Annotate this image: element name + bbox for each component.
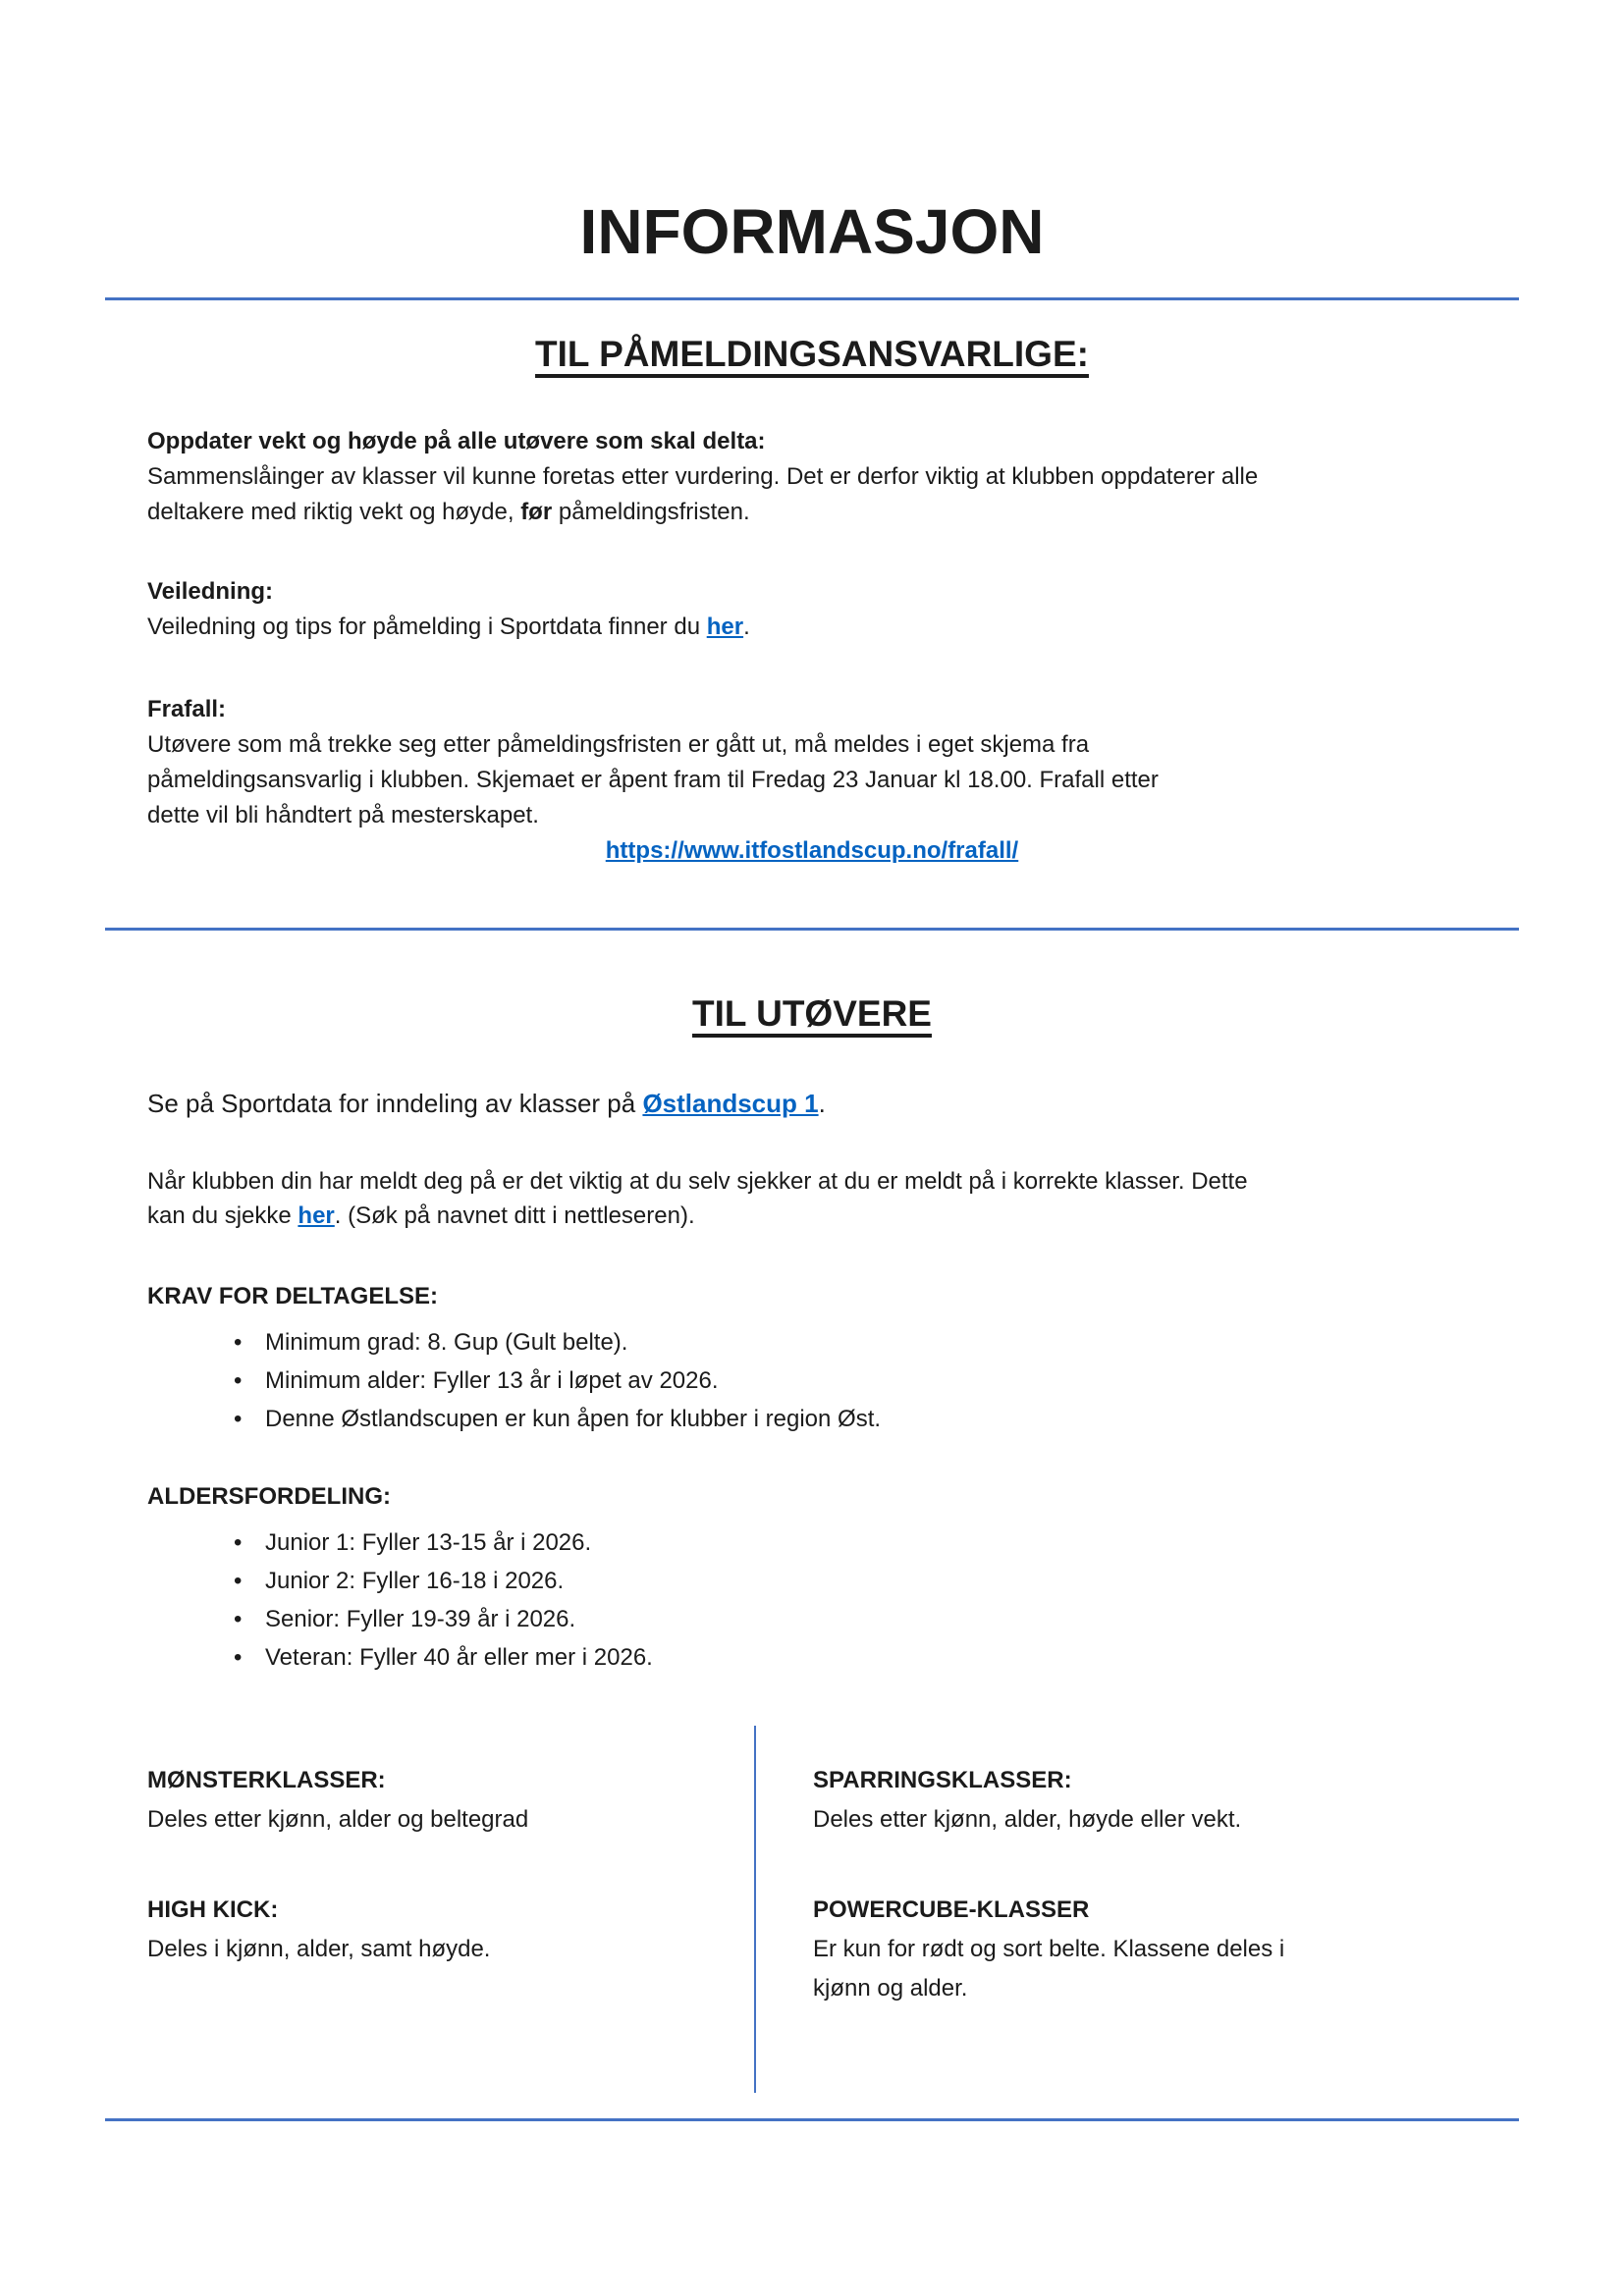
monster-class-block xyxy=(147,1761,725,1840)
guide-heading: Veiledning: xyxy=(147,578,274,605)
highkick-heading: HIGH KICK: xyxy=(147,1896,279,1923)
powercube-heading: POWERCUBE-KLASSER xyxy=(813,1896,1090,1923)
section-divider-rule xyxy=(105,928,1519,931)
highkick-text: Deles i kjønn, alder, samt høyde. xyxy=(147,1936,491,1962)
guide-text-tail: . xyxy=(743,614,750,640)
sparring-text: Deles etter kjønn, alder, høyde eller vekt. xyxy=(813,1806,1242,1833)
classes-column-left xyxy=(147,1726,756,2093)
section-registrars xyxy=(0,332,1624,869)
withdrawal-line3: dette vil bli håndtert på mesterskapet. xyxy=(147,802,539,828)
check-line2-tail: . (Søk på navnet ditt i nettleseren). xyxy=(334,1202,695,1229)
document-title: INFORMASJON xyxy=(579,196,1045,267)
withdrawal-line1: Utøvere som må trekke seg etter påmeldingsfristen er gått ut, må meldes i eget skjema fra xyxy=(147,731,1090,758)
athletes-heading: TIL UTØVERE xyxy=(692,993,932,1034)
registrars-heading: TIL PÅMELDINGSANSVARLIGE: xyxy=(535,334,1089,374)
guide-text: Veiledning og tips for påmelding i Sportdata finner du xyxy=(147,614,707,640)
requirements-heading: KRAV FOR DELTAGELSE: xyxy=(147,1283,438,1309)
update-weight-line2 xyxy=(147,495,1477,530)
ostlandscup-link[interactable]: Østlandscup 1 xyxy=(642,1089,819,1118)
sportdata-line xyxy=(147,1084,1477,1123)
update-weight-line1: Sammenslåinger av klasser vil kunne foretas etter vurdering. Det er derfor viktig at klubben oppdaterer alle xyxy=(147,463,1259,490)
sportdata-text: Se på Sportdata for inndeling av klasser på xyxy=(147,1089,643,1118)
powercube-line2: kjønn og alder. xyxy=(813,1975,968,2002)
list-item: • Veteran: Fyller 40 år eller mer i 2026. xyxy=(147,1638,1477,1677)
check-line2 xyxy=(147,1199,1477,1233)
list-item: • Junior 2: Fyller 16-18 i 2026. xyxy=(147,1562,1477,1600)
update-weight-line2-text: deltakere med riktig vekt og høyde, xyxy=(147,499,521,525)
update-weight-block xyxy=(147,424,1477,530)
sportdata-text-tail: . xyxy=(818,1089,826,1118)
withdrawal-block xyxy=(147,692,1477,869)
powercube-class-block xyxy=(813,1891,1477,2008)
registrars-content xyxy=(147,424,1477,869)
withdrawal-line2: påmeldingsansvarlig i klubben. Skjemaet er åpent fram til Fredag 23 Januar kl 18.00. Frafall etter xyxy=(147,767,1159,793)
athletes-content xyxy=(147,1084,1477,1677)
classes-column-right xyxy=(756,1726,1477,2093)
withdrawal-link-line xyxy=(147,833,1477,869)
update-weight-heading: Oppdater vekt og høyde på alle utøvere som skal delta: xyxy=(147,428,766,454)
classes-columns xyxy=(147,1726,1477,2093)
age-groups-heading: ALDERSFORDELING: xyxy=(147,1483,391,1510)
sparring-class-block xyxy=(813,1761,1477,1840)
list-item: • Denne Østlandscupen er kun åpen for klubber i region Øst. xyxy=(147,1400,1477,1438)
sparring-heading: SPARRINGSKLASSER: xyxy=(813,1767,1072,1793)
list-item: • Junior 1: Fyller 13-15 år i 2026. xyxy=(147,1523,1477,1562)
guide-block xyxy=(147,574,1477,645)
list-item: • Minimum grad: 8. Gup (Gult belte). xyxy=(147,1323,1477,1362)
withdrawal-heading: Frafall: xyxy=(147,696,227,722)
guide-her-link[interactable]: her xyxy=(706,614,744,640)
monster-text: Deles etter kjønn, alder og beltegrad xyxy=(147,1806,529,1833)
age-groups-block xyxy=(147,1479,1477,1677)
requirements-block xyxy=(147,1279,1477,1438)
list-item: • Senior: Fyller 19-39 år i 2026. xyxy=(147,1600,1477,1638)
check-line2-text: kan du sjekke xyxy=(147,1202,298,1229)
section-athletes xyxy=(0,991,1624,2093)
update-weight-line2-tail: påmeldingsfristen. xyxy=(552,499,750,525)
check-entries-block xyxy=(147,1164,1477,1233)
title-divider-rule xyxy=(105,297,1519,300)
age-groups-list xyxy=(147,1523,1477,1677)
check-her-link[interactable]: her xyxy=(298,1202,335,1229)
update-weight-line2-bold: før xyxy=(520,499,553,525)
guide-line xyxy=(147,610,1477,645)
bottom-divider-rule xyxy=(105,2118,1519,2121)
requirements-list xyxy=(147,1323,1477,1438)
powercube-line1: Er kun for rødt og sort belte. Klassene deles i xyxy=(813,1936,1285,1962)
list-item: • Minimum alder: Fyller 13 år i løpet av 2026. xyxy=(147,1362,1477,1400)
withdrawal-url-link[interactable]: https://www.itfostlandscup.no/frafall/ xyxy=(605,837,1019,864)
check-line1: Når klubben din har meldt deg på er det viktig at du selv sjekker at du er meldt på i korrekte klasser. Dette xyxy=(147,1168,1248,1195)
monster-heading: MØNSTERKLASSER: xyxy=(147,1767,386,1793)
highkick-class-block xyxy=(147,1891,725,1969)
